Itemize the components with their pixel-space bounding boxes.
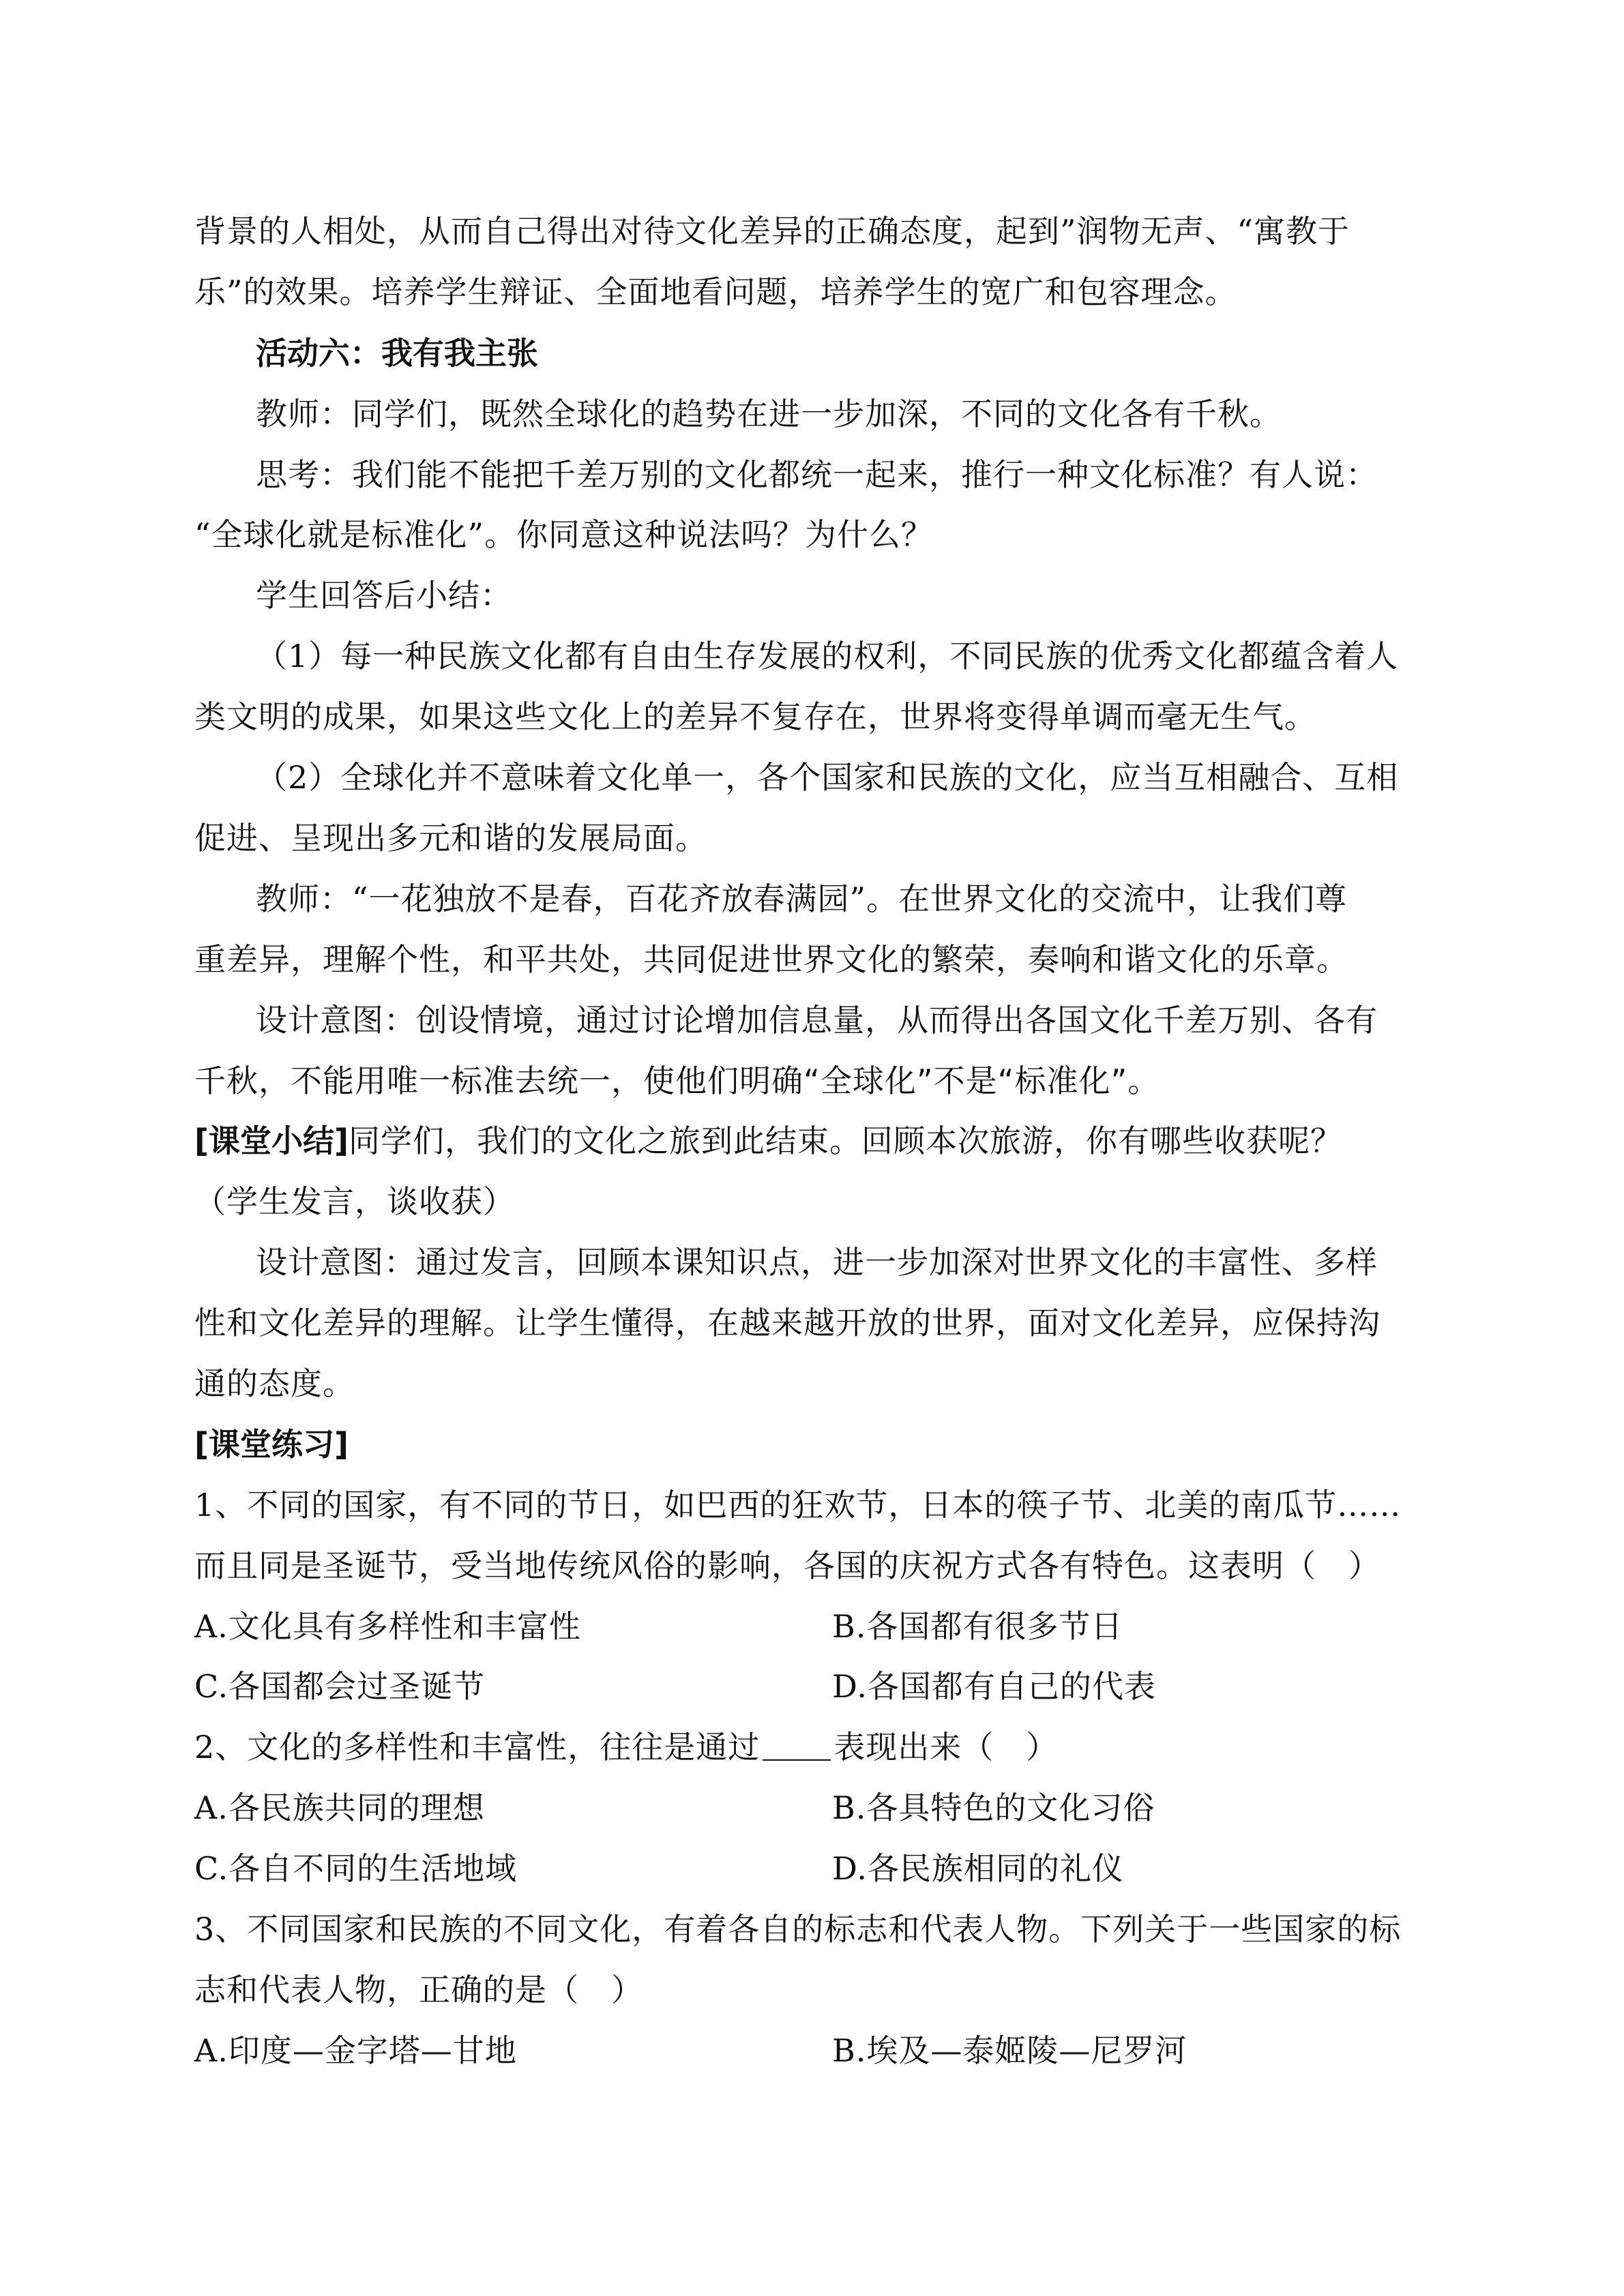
class-practice-label: [课堂练习]	[194, 1426, 349, 1463]
intro-line-1: 背景的人相处，从而自己得出对待文化差异的正确态度，起到”润物无声、“寓教于	[194, 213, 1350, 250]
teacher-remark-2-line-2: 重差异，理解个性，和平共处，共同促进世界文化的繁荣，奏响和谐文化的乐章。	[194, 941, 1348, 978]
question-1-line-2: 而且同是圣诞节，受当地传统风俗的影响，各国的庆祝方式各有特色。这表明（ ）	[194, 1547, 1381, 1584]
question-1-option-d: D.各国都有自己的代表	[832, 1668, 1156, 1705]
question-2-stem	[194, 1727, 1058, 1768]
intro-line-2: 乐”的效果。培养学生辩证、全面地看问题，培养学生的宽广和包容理念。	[194, 273, 1237, 310]
question-2-option-b: B.各具特色的文化习俗	[832, 1789, 1155, 1826]
question-1-option-a: A.文化具有多样性和丰富性	[194, 1608, 581, 1645]
class-summary-label: [课堂小结]	[194, 1122, 349, 1159]
class-summary-paragraph	[194, 1120, 1342, 1161]
summary-point-1-line-1: （1）每一种民族文化都有自由生存发展的权利，不同民族的优秀文化都蕴含着人	[256, 638, 1399, 674]
teacher-remark-1: 教师：同学们，既然全球化的趋势在进一步加深，不同的文化各有千秋。	[256, 396, 1282, 432]
think-question-line-2: “全球化就是标准化”。你同意这种说法吗？为什么？	[194, 516, 934, 553]
question-3-option-a: A.印度—金字塔—甘地	[194, 2032, 517, 2069]
summary-point-1-line-2: 类文明的成果，如果这些文化上的差异不复存在，世界将变得单调而毫无生气。	[194, 698, 1316, 735]
design-intent-2-line-1: 设计意图：通过发言，回顾本课知识点，进一步加深对世界文化的丰富性、多样	[256, 1244, 1378, 1281]
think-question-line-1: 思考：我们能不能把千差万别的文化都统一起来，推行一种文化标准？有人说：	[256, 456, 1378, 493]
answer-blank	[763, 1732, 831, 1761]
design-intent-1-line-1: 设计意图：创设情境，通过讨论增加信息量，从而得出各国文化千差万别、各有	[256, 1002, 1378, 1039]
question-1-option-c: C.各国都会过圣诞节	[194, 1668, 486, 1705]
question-3-option-b: B.埃及—泰姬陵—尼罗河	[832, 2032, 1187, 2069]
question-2-option-c: C.各自不同的生活地域	[194, 1850, 518, 1887]
question-2-text-before-blank: 2、文化的多样性和丰富性，往往是通过	[194, 1729, 761, 1765]
summary-intro: 学生回答后小结：	[256, 577, 512, 614]
activity-six-heading: 活动六：我有我主张	[256, 335, 538, 372]
question-2-option-a: A.各民族共同的理想	[194, 1789, 485, 1826]
question-2-option-d: D.各民族相同的礼仪	[832, 1850, 1124, 1887]
class-summary-text: 同学们，我们的文化之旅到此结束。回顾本次旅游，你有哪些收获呢？	[349, 1122, 1343, 1159]
question-3-line-1: 3、不同国家和民族的不同文化，有着各自的标志和代表人物。下列关于一些国家的标	[194, 1911, 1402, 1948]
teacher-remark-2-line-1: 教师：“一花独放不是春，百花齐放春满园”。在世界文化的交流中，让我们尊	[256, 880, 1348, 917]
summary-point-2-line-1: （2）全球化并不意味着文化单一，各个国家和民族的文化，应当互相融合、互相	[256, 759, 1399, 796]
question-2-text-after-blank: 表现出来（ ）	[833, 1729, 1059, 1765]
design-intent-2-line-2: 性和文化差异的理解。让学生懂得，在越来越开放的世界，面对文化差异，应保持沟	[194, 1304, 1381, 1341]
summary-point-2-line-2: 促进、呈现出多元和谐的发展局面。	[194, 820, 707, 856]
question-1-option-b: B.各国都有很多节日	[832, 1608, 1123, 1645]
design-intent-2-line-3: 通的态度。	[194, 1365, 355, 1402]
question-1-line-1: 1、不同的国家，有不同的节日，如巴西的狂欢节，日本的筷子节、北美的南瓜节……	[194, 1487, 1402, 1523]
design-intent-1-line-2: 千秋，不能用唯一标准去统一，使他们明确“全球化”不是“标准化”。	[194, 1062, 1160, 1099]
class-summary-note: （学生发言，谈收获）	[194, 1183, 515, 1220]
question-3-line-2: 志和代表人物，正确的是（ ）	[194, 1971, 643, 2008]
